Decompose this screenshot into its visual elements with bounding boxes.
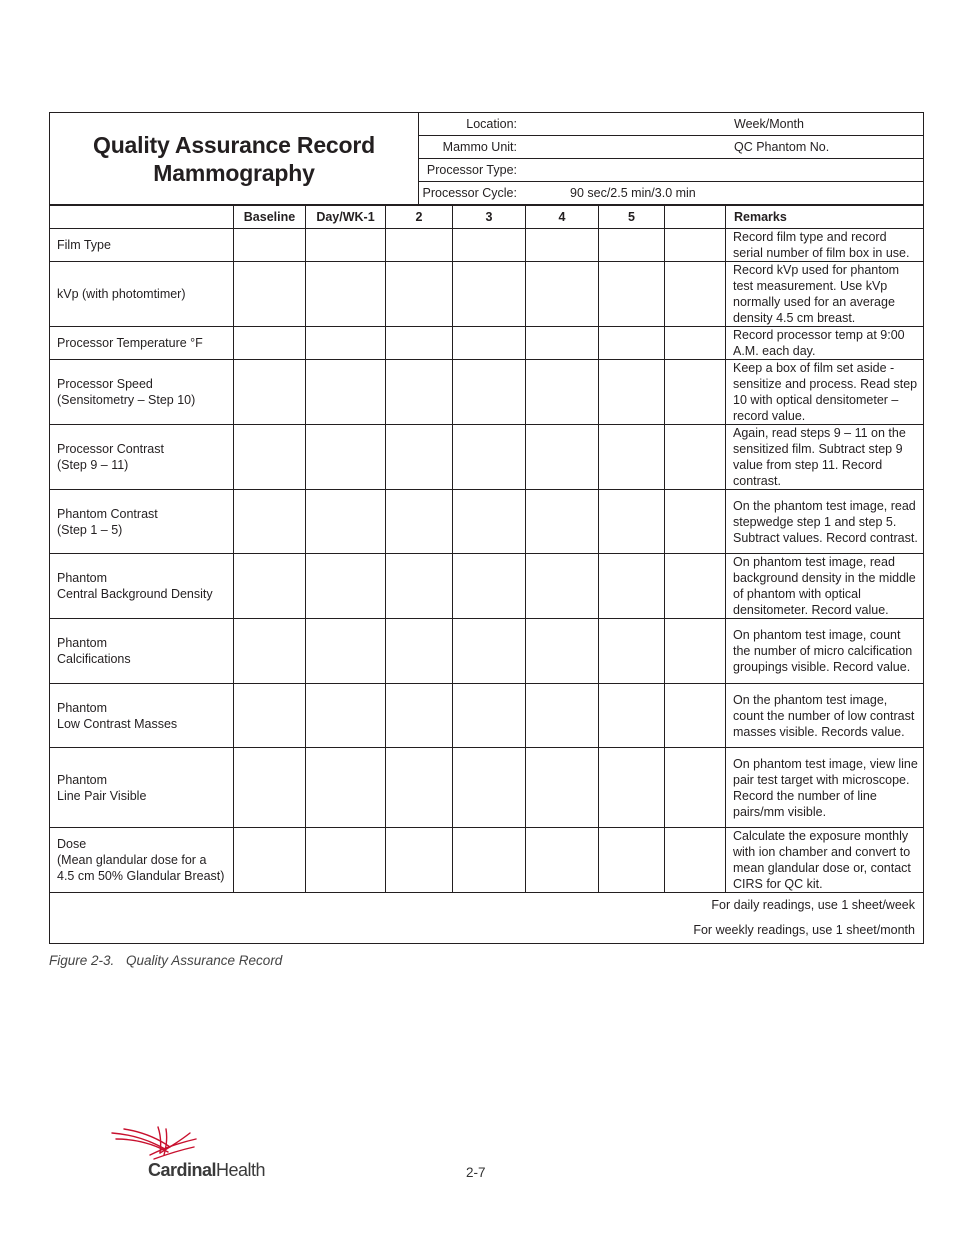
- entry-cell[interactable]: [453, 229, 526, 262]
- footnote-row: [50, 893, 924, 944]
- table-row: [50, 490, 924, 554]
- row-parameter: Phantom Contrast (Step 1 – 5): [50, 490, 234, 554]
- column-header: [665, 206, 726, 229]
- row-remark: On phantom test image, read background density in the middle of phantom with optical densitometer. Record value.: [726, 554, 924, 619]
- entry-cell[interactable]: [453, 360, 526, 425]
- row-remark: On the phantom test image, read stepwedge step 1 and step 5. Subtract values. Record contrast.: [726, 490, 924, 554]
- entry-cell[interactable]: [234, 684, 306, 748]
- entry-cell[interactable]: [306, 748, 386, 828]
- location-field[interactable]: [419, 113, 924, 136]
- row-remark: Record processor temp at 9:00 A.M. each day.: [726, 327, 924, 360]
- page-number: 2-7: [466, 1165, 486, 1180]
- entry-cell[interactable]: [526, 360, 599, 425]
- table-row: [50, 619, 924, 684]
- row-remark: On phantom test image, count the number of micro calcification groupings visible. Record value.: [726, 619, 924, 684]
- entry-cell[interactable]: [526, 554, 599, 619]
- entry-cell[interactable]: [526, 828, 599, 893]
- entry-cell[interactable]: [526, 425, 599, 490]
- row-remark: Again, read steps 9 – 11 on the sensitized film. Subtract step 9 value from step 11. Record contrast.: [726, 425, 924, 490]
- entry-cell[interactable]: [386, 229, 453, 262]
- table-row: [50, 360, 924, 425]
- entry-cell[interactable]: [599, 554, 665, 619]
- processor-cycle-field[interactable]: [419, 182, 924, 205]
- title-line-2: Mammography: [153, 159, 315, 186]
- row-remark: On the phantom test image, count the number of low contrast masses visible. Records value.: [726, 684, 924, 748]
- column-header: [50, 206, 234, 229]
- processor-type-field[interactable]: [419, 159, 924, 182]
- entry-cell[interactable]: [665, 360, 726, 425]
- brand-name: [148, 1160, 265, 1181]
- record-header: [49, 112, 924, 205]
- figure-number: Figure 2-3.: [49, 953, 115, 968]
- entry-cell[interactable]: [234, 554, 306, 619]
- column-header: Baseline: [234, 206, 306, 229]
- qa-record-table: [49, 205, 924, 944]
- entry-cell[interactable]: [665, 828, 726, 893]
- entry-cell[interactable]: [306, 360, 386, 425]
- entry-cell[interactable]: [234, 425, 306, 490]
- row-parameter: Dose (Mean glandular dose for a 4.5 cm 50% Glandular Breast): [50, 828, 234, 893]
- entry-cell[interactable]: [526, 229, 599, 262]
- column-header: Day/WK-1: [306, 206, 386, 229]
- entry-cell[interactable]: [386, 748, 453, 828]
- entry-cell[interactable]: [234, 360, 306, 425]
- entry-cell[interactable]: [665, 748, 726, 828]
- table-row: [50, 262, 924, 327]
- table-row: [50, 229, 924, 262]
- processor-cycle-value: 90 sec/2.5 min/3.0 min: [570, 186, 696, 200]
- row-remark: Keep a box of film set aside - sensitize and process. Read step 10 with optical densitometer – record value.: [726, 360, 924, 425]
- entry-cell[interactable]: [526, 619, 599, 684]
- entry-cell[interactable]: [665, 619, 726, 684]
- row-parameter: Processor Contrast (Step 9 – 11): [50, 425, 234, 490]
- entry-cell[interactable]: [306, 327, 386, 360]
- week-month-label: Week/Month: [734, 117, 804, 131]
- entry-cell[interactable]: [453, 684, 526, 748]
- entry-cell[interactable]: [453, 554, 526, 619]
- entry-cell[interactable]: [453, 748, 526, 828]
- footnote-cell: [50, 893, 924, 944]
- footnote-weekly: For weekly readings, use 1 sheet/month: [693, 923, 915, 937]
- entry-cell[interactable]: [599, 262, 665, 327]
- entry-cell[interactable]: [599, 828, 665, 893]
- entry-cell[interactable]: [453, 425, 526, 490]
- table-row: [50, 684, 924, 748]
- entry-cell[interactable]: [234, 262, 306, 327]
- footnote-daily: For daily readings, use 1 sheet/week: [711, 898, 915, 912]
- entry-cell[interactable]: [526, 262, 599, 327]
- entry-cell[interactable]: [234, 327, 306, 360]
- entry-cell[interactable]: [526, 748, 599, 828]
- table-row: [50, 425, 924, 490]
- entry-cell[interactable]: [665, 684, 726, 748]
- column-header: 5: [599, 206, 665, 229]
- entry-cell[interactable]: [599, 748, 665, 828]
- column-header: 2: [386, 206, 453, 229]
- entry-cell[interactable]: [599, 684, 665, 748]
- table-row: [50, 828, 924, 893]
- row-parameter: Processor Temperature °F: [50, 327, 234, 360]
- table-row: [50, 327, 924, 360]
- title-line-1: Quality Assurance Record: [93, 131, 375, 158]
- entry-cell[interactable]: [386, 684, 453, 748]
- location-label: Location:: [466, 117, 517, 131]
- brand-name-bold: Cardinal: [148, 1160, 217, 1180]
- row-parameter: Phantom Line Pair Visible: [50, 748, 234, 828]
- entry-cell[interactable]: [386, 490, 453, 554]
- column-header: 4: [526, 206, 599, 229]
- entry-cell[interactable]: [306, 229, 386, 262]
- brand-name-regular: Health: [216, 1160, 266, 1180]
- entry-cell[interactable]: [665, 490, 726, 554]
- page-title: [50, 113, 419, 205]
- entry-cell[interactable]: [599, 229, 665, 262]
- entry-cell[interactable]: [386, 425, 453, 490]
- entry-cell[interactable]: [526, 490, 599, 554]
- entry-cell[interactable]: [306, 490, 386, 554]
- entry-cell[interactable]: [665, 229, 726, 262]
- entry-cell[interactable]: [665, 425, 726, 490]
- entry-cell[interactable]: [306, 828, 386, 893]
- entry-cell[interactable]: [386, 619, 453, 684]
- entry-cell[interactable]: [386, 327, 453, 360]
- entry-cell[interactable]: [306, 554, 386, 619]
- column-header: Remarks: [726, 206, 924, 229]
- row-parameter: Processor Speed (Sensitometry – Step 10): [50, 360, 234, 425]
- entry-cell[interactable]: [665, 327, 726, 360]
- figure-caption: [49, 953, 282, 968]
- entry-cell[interactable]: [599, 490, 665, 554]
- entry-cell[interactable]: [599, 619, 665, 684]
- qc-phantom-label: QC Phantom No.: [734, 140, 830, 154]
- entry-cell[interactable]: [386, 262, 453, 327]
- entry-cell[interactable]: [599, 360, 665, 425]
- processor-cycle-label: Processor Cycle:: [422, 186, 517, 200]
- row-remark: On phantom test image, view line pair test target with microscope. Record the number of line pairs/mm visible.: [726, 748, 924, 828]
- entry-cell[interactable]: [386, 554, 453, 619]
- entry-cell[interactable]: [234, 828, 306, 893]
- entry-cell[interactable]: [234, 229, 306, 262]
- row-parameter: Phantom Low Contrast Masses: [50, 684, 234, 748]
- entry-cell[interactable]: [386, 828, 453, 893]
- entry-cell[interactable]: [665, 262, 726, 327]
- entry-cell[interactable]: [599, 327, 665, 360]
- column-header: 3: [453, 206, 526, 229]
- entry-cell[interactable]: [234, 748, 306, 828]
- mammo-unit-field[interactable]: [419, 136, 924, 159]
- row-parameter: Phantom Calcifications: [50, 619, 234, 684]
- row-parameter: kVp (with photomtimer): [50, 262, 234, 327]
- row-remark: Record film type and record serial number of film box in use.: [726, 229, 924, 262]
- row-parameter: Film Type: [50, 229, 234, 262]
- entry-cell[interactable]: [306, 425, 386, 490]
- entry-cell[interactable]: [453, 327, 526, 360]
- entry-cell[interactable]: [234, 619, 306, 684]
- mammo-unit-label: Mammo Unit:: [442, 140, 517, 154]
- entry-cell[interactable]: [386, 360, 453, 425]
- entry-cell[interactable]: [453, 262, 526, 327]
- entry-cell[interactable]: [665, 554, 726, 619]
- processor-type-label: Processor Type:: [426, 163, 517, 177]
- entry-cell[interactable]: [306, 684, 386, 748]
- table-row: [50, 748, 924, 828]
- entry-cell[interactable]: [526, 684, 599, 748]
- entry-cell[interactable]: [453, 619, 526, 684]
- table-row: [50, 554, 924, 619]
- figure-title: Quality Assurance Record: [126, 953, 283, 968]
- entry-cell[interactable]: [453, 490, 526, 554]
- entry-cell[interactable]: [306, 619, 386, 684]
- entry-cell[interactable]: [453, 828, 526, 893]
- row-remark: Calculate the exposure monthly with ion chamber and convert to mean glandular dose or, contact CIRS for QC kit.: [726, 828, 924, 893]
- entry-cell[interactable]: [234, 490, 306, 554]
- row-remark: Record kVp used for phantom test measurement. Use kVp normally used for an average density 4.5 cm breast.: [726, 262, 924, 327]
- entry-cell[interactable]: [306, 262, 386, 327]
- entry-cell[interactable]: [526, 327, 599, 360]
- row-parameter: Phantom Central Background Density: [50, 554, 234, 619]
- table-header-row: [50, 206, 924, 229]
- entry-cell[interactable]: [599, 425, 665, 490]
